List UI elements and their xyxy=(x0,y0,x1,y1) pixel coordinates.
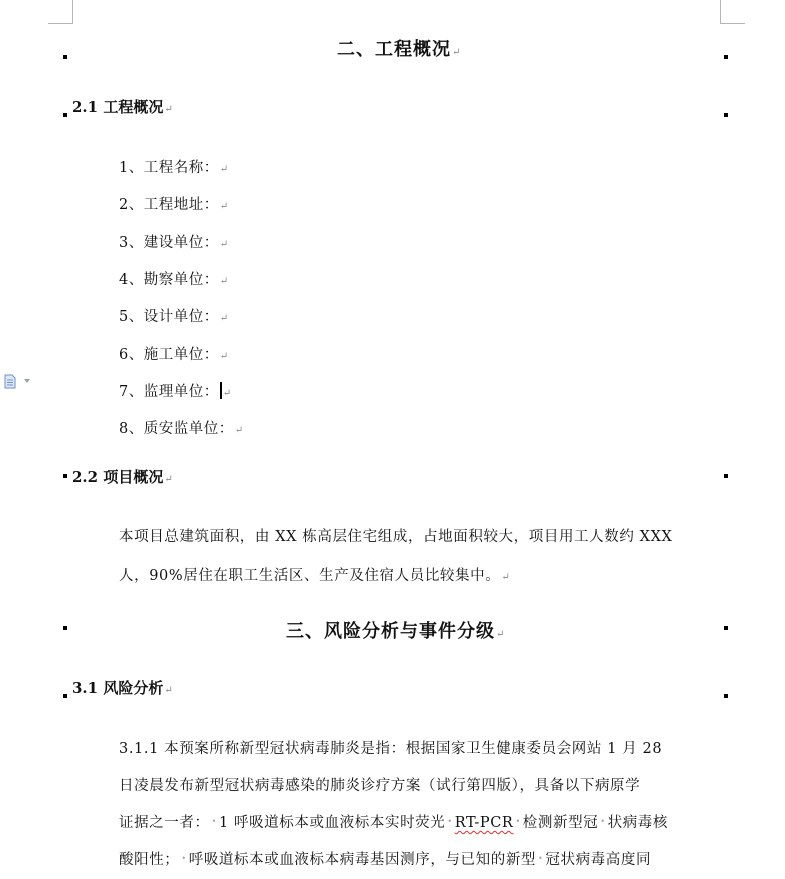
list-item-text: 8、质安监单位： xyxy=(119,421,234,437)
paragraph-text: 状病毒核 xyxy=(607,815,668,831)
section-title xyxy=(286,617,505,643)
paragraph-text: 3.1.1 本预案所称新型冠状病毒肺炎是指：根据国家卫生健康委员会网站 1 月 28 xyxy=(119,741,663,757)
paragraph-mark-icon: ↵ xyxy=(164,685,173,696)
heading-text: 2.1 工程概况 xyxy=(72,98,164,116)
paragraph-line[interactable] xyxy=(119,774,640,795)
paragraph-mark xyxy=(724,113,728,117)
paragraph-mark xyxy=(724,694,728,698)
paragraph-line[interactable] xyxy=(119,564,510,585)
paragraph-mark xyxy=(63,113,67,117)
paragraph-mark-icon: ↵ xyxy=(496,629,506,640)
paragraph-text: 酸阳性； xyxy=(119,852,180,868)
paragraph-mark-icon: ↵ xyxy=(222,388,232,399)
paragraph-mark-icon: ↵ xyxy=(164,474,173,485)
paragraph-mark xyxy=(724,626,728,630)
section-title xyxy=(337,35,461,61)
section-title-text: 二、工程概况 xyxy=(337,39,451,60)
section-title-text: 三、风险分析与事件分级 xyxy=(286,621,495,642)
list-item-text: 5、设计单位： xyxy=(119,309,219,325)
paragraph-mark-icon: ↵ xyxy=(452,47,462,58)
spelling-error-text[interactable]: RT-PCR xyxy=(454,815,514,831)
heading-text: 3.1 风险分析 xyxy=(72,679,164,697)
paragraph-mark-icon: ↵ xyxy=(164,104,173,115)
list-item[interactable] xyxy=(119,231,229,252)
crop-mark-top-left xyxy=(48,0,73,24)
paragraph-text: 1 呼吸道标本或血液标本实时荧光 xyxy=(218,815,446,831)
paragraph-mark xyxy=(63,694,67,698)
space-mark: • xyxy=(600,817,606,826)
chevron-down-icon[interactable] xyxy=(24,379,30,383)
list-item-text: 4、勘察单位： xyxy=(119,272,219,288)
document-icon[interactable] xyxy=(4,374,16,389)
paragraph-text: 冠状病毒高度同 xyxy=(545,852,652,868)
list-item[interactable] xyxy=(119,268,229,289)
paragraph-mark-icon: ↵ xyxy=(501,572,511,583)
list-item[interactable] xyxy=(119,305,229,326)
paragraph-mark-icon: ↵ xyxy=(219,201,229,212)
paragraph-text: 本项目总建筑面积，由 XX 栋高层住宅组成，占地面积较大，项目用工人数约 XXX xyxy=(119,529,673,545)
list-item-text: 1、工程名称： xyxy=(119,160,219,176)
paragraph-text: 日凌晨发布新型冠状病毒感染的肺炎诊疗方案（试行第四版），具备以下病原学 xyxy=(119,778,641,794)
heading-3-1 xyxy=(72,677,173,698)
paragraph-line[interactable] xyxy=(119,525,672,546)
paragraph-mark xyxy=(63,626,67,630)
paragraph-mark-icon: ↵ xyxy=(219,276,229,287)
paragraph-mark xyxy=(724,55,728,59)
heading-2-1 xyxy=(72,96,173,117)
paragraph-mark-icon: ↵ xyxy=(219,164,229,175)
space-mark: • xyxy=(181,854,187,863)
list-item[interactable] xyxy=(119,193,229,214)
crop-mark-top-right xyxy=(720,0,745,24)
space-mark: • xyxy=(538,854,544,863)
paragraph-text: 检测新型冠 xyxy=(522,815,599,831)
text-cursor xyxy=(220,382,222,399)
heading-text: 2.2 项目概况 xyxy=(72,468,164,486)
paragraph-text: 呼吸道标本或血液标本病毒基因测序，与已知的新型 xyxy=(188,852,537,868)
list-item-text: 2、工程地址： xyxy=(119,197,219,213)
paragraph-line[interactable] xyxy=(119,848,651,869)
paragraph-mark-icon: ↵ xyxy=(219,239,229,250)
space-mark: • xyxy=(447,817,453,826)
space-mark: • xyxy=(211,817,217,826)
paragraph-mark-icon: ↵ xyxy=(219,313,229,324)
space-mark: • xyxy=(515,817,521,826)
list-item-text: 6、施工单位： xyxy=(119,347,219,363)
paragraph-mark xyxy=(63,474,67,478)
paragraph-line[interactable] xyxy=(119,737,662,758)
paragraph-mark xyxy=(63,55,67,59)
list-item[interactable] xyxy=(119,417,244,438)
paragraph-mark xyxy=(724,474,728,478)
list-item[interactable] xyxy=(119,156,229,177)
paragraph-line[interactable] xyxy=(119,811,668,832)
list-item[interactable] xyxy=(119,343,229,364)
paragraph-mark-icon: ↵ xyxy=(234,425,244,436)
paragraph-text: 人，90%居住在职工生活区、生产及住宿人员比较集中。 xyxy=(119,568,501,584)
paragraph-text: 证据之一者： xyxy=(119,815,210,831)
list-item-text: 3、建设单位： xyxy=(119,235,219,251)
list-item[interactable] xyxy=(119,380,232,401)
heading-2-2 xyxy=(72,466,173,487)
paragraph-mark-icon: ↵ xyxy=(219,351,229,362)
list-item-text: 7、监理单位： xyxy=(119,384,219,400)
